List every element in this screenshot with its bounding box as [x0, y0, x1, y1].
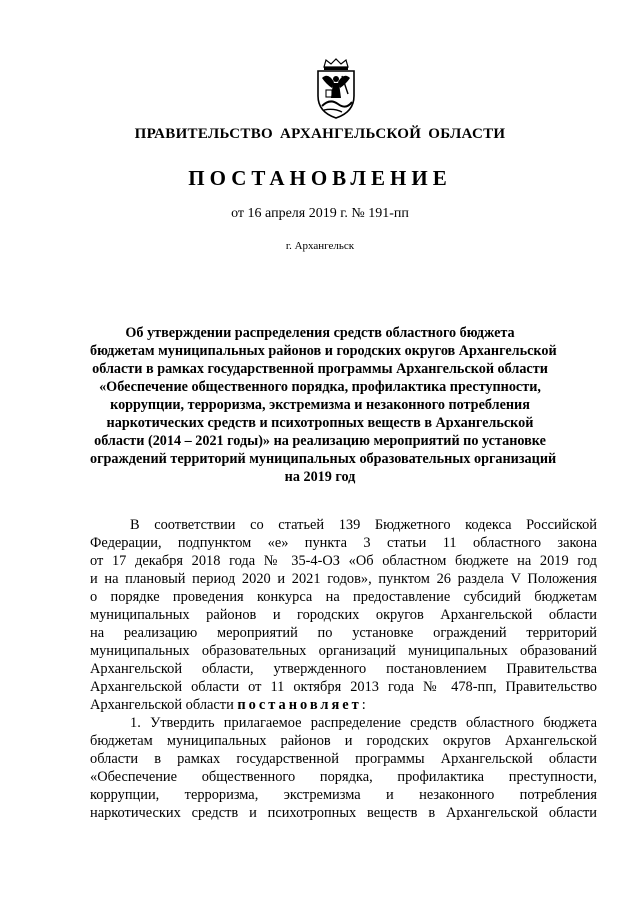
document-city: г. Архангельск: [285, 240, 355, 252]
decree-item-1: [90, 714, 597, 822]
preamble-line: Архангельской области, утвержденного постановлением Правительства: [90, 661, 597, 677]
preamble-line: и на плановый период 2020 и 2021 годов», пунктом 26 раздела V Положения: [90, 571, 597, 587]
preamble-line: Федерации, подпунктом «е» пункта 3 статьи 11 областного закона: [90, 535, 597, 551]
item-line: «Обеспечение общественного порядка, профилактика преступности,: [90, 769, 597, 785]
title-line: наркотических средств и психотропных веществ в Архангельской: [106, 415, 534, 431]
preamble-line: Архангельской области от 11 октября 2013 года № 478-пп, Правительство: [90, 679, 597, 695]
preamble-final-line: [90, 696, 597, 714]
preamble-line: на реализацию мероприятий по установке ограждений территорий: [90, 625, 597, 641]
archangel-coat-of-arms-icon: [312, 58, 360, 120]
title-line: коррупции, терроризма, экстремизма и незаконного потребления: [110, 397, 530, 413]
preamble-paragraph: [90, 516, 597, 714]
preamble-line: муниципальных образовательных организаций муниципальных образований: [90, 643, 597, 659]
document-title: [90, 324, 557, 486]
preamble-final-prefix: Архангельской области: [90, 697, 238, 713]
decrees-word: постановляет: [237, 697, 362, 713]
title-line: области (2014 – 2021 годы)» на реализацию мероприятий по установке: [94, 433, 546, 449]
preamble-line: муниципальных районов и городских округов Архангельской области: [90, 607, 597, 623]
preamble-line: о порядке проведения конкурса на предоставление субсидий бюджетам: [90, 589, 597, 605]
government-name: ПРАВИТЕЛЬСТВО АРХАНГЕЛЬСКОЙ ОБЛАСТИ: [134, 126, 506, 142]
item-line: 1. Утвердить прилагаемое распределение средств областного бюджета: [130, 715, 597, 731]
title-line: Об утверждении распределения средств областного бюджета: [125, 325, 515, 341]
document-type: ПОСТАНОВЛЕНИЕ: [188, 166, 452, 190]
document-body: [90, 516, 597, 822]
title-line: на 2019 год: [284, 469, 356, 485]
document-date-number: от 16 апреля 2019 г. № 191-пп: [231, 206, 409, 221]
preamble-line: В соответствии со статьей 139 Бюджетного кодекса Российской: [130, 517, 597, 533]
item-line: наркотических средств и психотропных веществ в Архангельской области: [90, 805, 597, 821]
title-line: «Обеспечение общественного порядка, профилактика преступности,: [99, 379, 541, 395]
title-line: бюджетам муниципальных районов и городских округов Архангельской: [90, 343, 557, 359]
item-line: бюджетам муниципальных районов и городских округов Архангельской: [90, 733, 597, 749]
preamble-line: от 17 декабря 2018 года № 35-4-ОЗ «Об областном бюджете на 2019 год: [90, 553, 597, 569]
decrees-colon: :: [361, 697, 366, 713]
item-line: коррупции, терроризма, экстремизма и незаконного потребления: [90, 787, 597, 803]
title-line: ограждений территорий муниципальных образовательных организаций: [90, 451, 557, 467]
item-line: области в рамках государственной программы Архангельской области: [90, 751, 597, 767]
title-line: области в рамках государственной программы Архангельской области: [92, 361, 548, 377]
